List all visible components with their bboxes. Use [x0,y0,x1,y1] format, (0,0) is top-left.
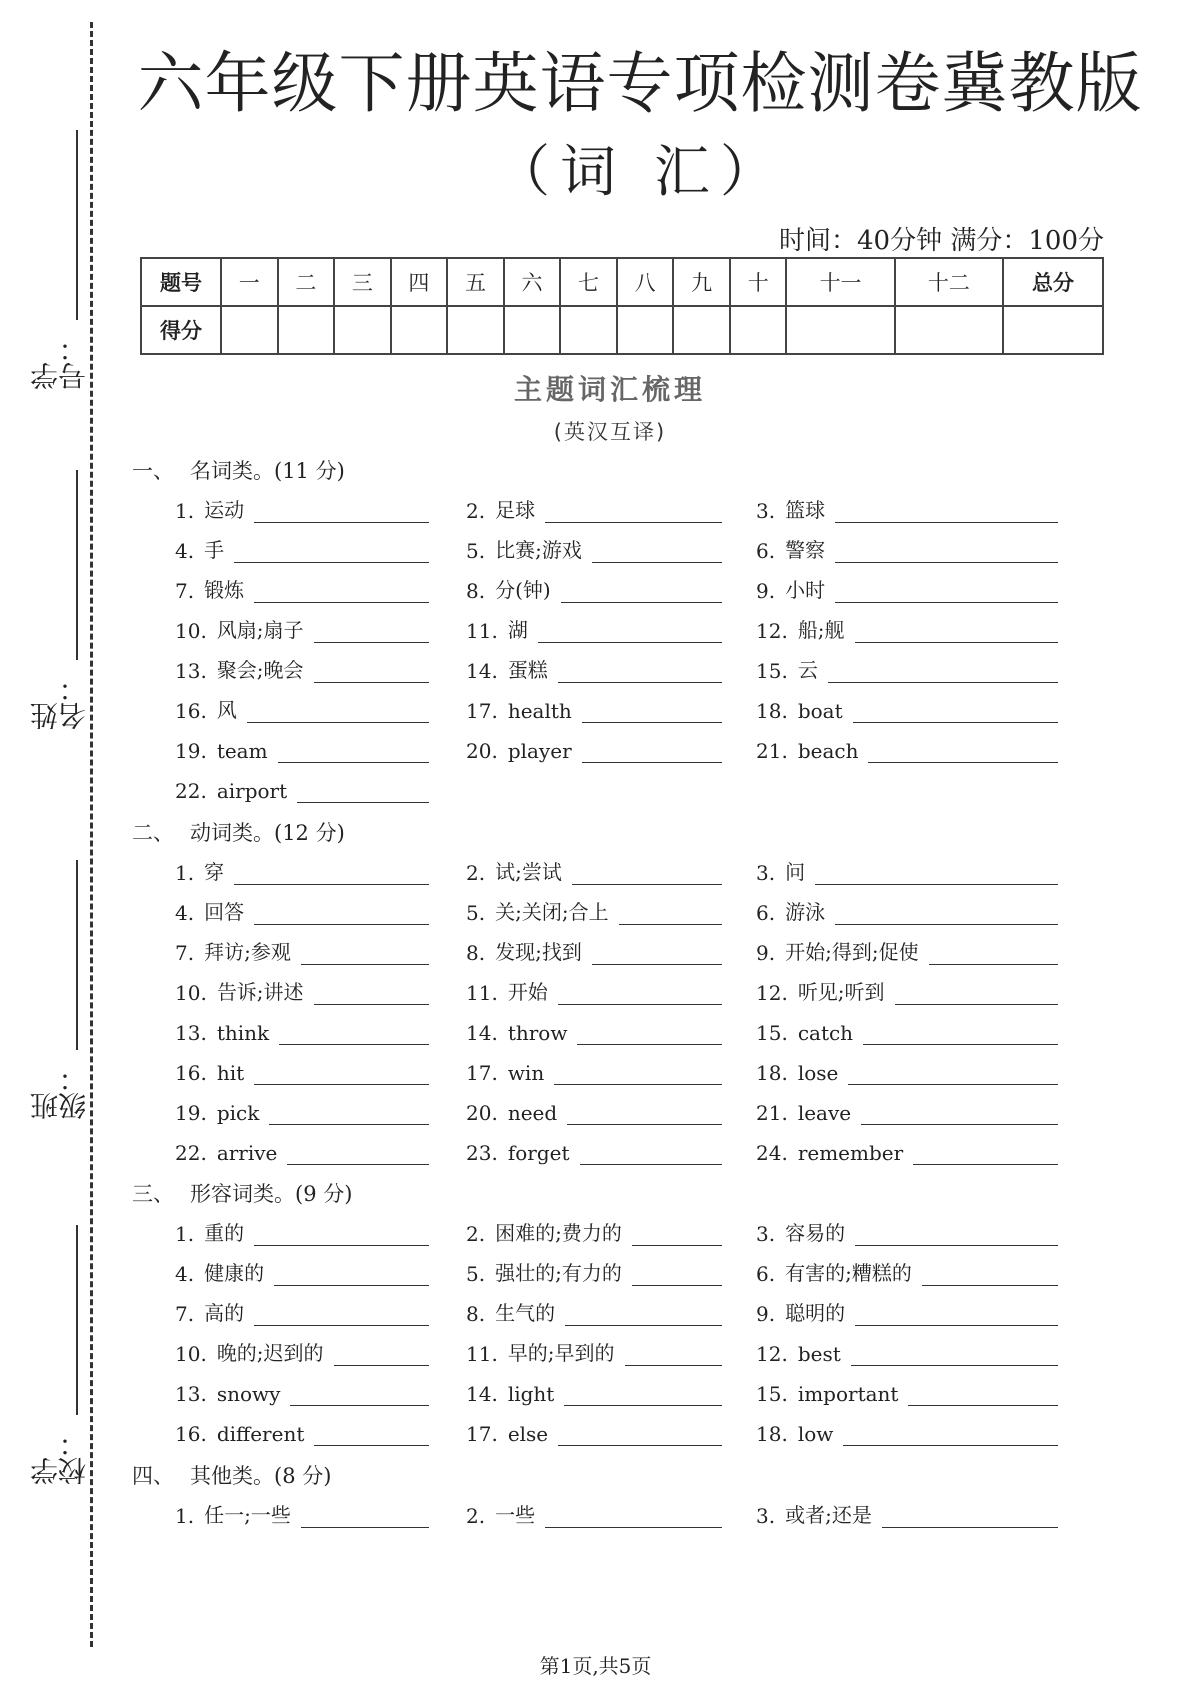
vocab-item: 21. beach [756,733,1058,763]
answer-blank[interactable] [861,1102,1058,1125]
class-field[interactable] [22,860,90,1120]
answer-blank[interactable] [301,1505,429,1528]
answer-blank[interactable] [913,1142,1058,1165]
vocab-item: 2. 足球 [466,493,722,523]
section-title: 主题词汇梳理 [513,373,706,406]
vocab-item: 3. 问 [756,855,1058,885]
answer-blank[interactable] [565,1303,722,1326]
column-header: 七 [560,258,617,306]
vocab-item: 10. 风扇;扇子 [175,613,429,643]
vocab-item: 20. need [466,1095,722,1125]
vocab-item: 21. leave [756,1095,1058,1125]
answer-blank[interactable] [580,1142,723,1165]
answer-blank[interactable] [545,1505,722,1528]
vocab-item: 9. 小时 [756,573,1058,603]
category-heading: 三、 形容词类。(9 分) [132,1182,353,1206]
score-label: 得分 [141,306,221,354]
vocab-item: 6. 有害的;糟糕的 [756,1256,1058,1286]
student-id-field[interactable] [22,130,90,390]
column-header: 一 [221,258,278,306]
vocab-item: 19. pick [175,1095,429,1125]
vocab-item: 11. 湖 [466,613,722,643]
answer-blank[interactable] [314,660,429,683]
answer-blank[interactable] [855,1303,1058,1326]
vocab-item: 3. 容易的 [756,1216,1058,1246]
vocab-item: 18. lose [756,1055,1058,1085]
student-id-label: 学号： [29,334,90,390]
score-table-score-row [141,306,1103,354]
vocab-item: 12. best [756,1336,1058,1366]
answer-blank[interactable] [314,1423,429,1446]
answer-blank[interactable] [592,540,722,563]
score-cell[interactable] [504,306,561,354]
vocab-item: 1. 重的 [175,1216,429,1246]
vocab-item: 19. team [175,733,429,763]
answer-blank[interactable] [247,700,429,723]
vocab-item: 15. 云 [756,653,1058,683]
vocab-item: 22. airport [175,773,429,803]
vocab-item: 5. 比赛;游戏 [466,533,722,563]
name-field[interactable] [22,470,90,730]
column-header: 五 [447,258,504,306]
answer-blank[interactable] [855,1223,1058,1246]
answer-blank[interactable] [922,1263,1058,1286]
column-header: 十 [730,258,787,306]
answer-blank[interactable] [835,540,1058,563]
answer-blank[interactable] [632,1263,722,1286]
vocab-item: 12. 船;舰 [756,613,1058,643]
answer-blank[interactable] [868,740,1058,763]
vocab-item: 7. 锻炼 [175,573,429,603]
vocab-item: 11. 早的;早到的 [466,1336,722,1366]
vocab-item: 17. win [466,1055,722,1085]
answer-blank[interactable] [853,700,1058,723]
vocab-item: 15. catch [756,1015,1058,1045]
question-number-label: 题号 [141,258,221,306]
vocab-item: 5. 强壮的;有力的 [466,1256,722,1286]
answer-blank[interactable] [274,1263,429,1286]
answer-blank[interactable] [561,580,722,603]
student-info-strip [22,0,90,1640]
vocab-item: 2. 困难的;费力的 [466,1216,722,1246]
answer-blank[interactable] [297,780,429,803]
vocab-item: 1. 穿 [175,855,429,885]
answer-blank[interactable] [254,580,429,603]
score-cell[interactable] [278,306,335,354]
answer-blank[interactable] [290,1383,429,1406]
vocab-item: 8. 发现;找到 [466,935,722,965]
total-score-label: 总分 [1003,258,1103,306]
answer-blank[interactable] [843,1423,1058,1446]
answer-blank[interactable] [545,500,722,523]
column-header: 八 [617,258,674,306]
category-heading: 四、 其他类。(8 分) [132,1464,332,1488]
answer-blank[interactable] [582,740,722,763]
answer-blank[interactable] [632,1223,722,1246]
column-header: 四 [391,258,448,306]
answer-blank[interactable] [835,902,1058,925]
column-header: 三 [334,258,391,306]
vocab-item: 6. 警察 [756,533,1058,563]
vocab-item: 8. 生气的 [466,1296,722,1326]
answer-blank[interactable] [254,1223,429,1246]
answer-blank[interactable] [254,1303,429,1326]
vocab-item: 13. think [175,1015,429,1045]
answer-blank[interactable] [895,982,1058,1005]
vocab-item: 8. 分(钟) [466,573,722,603]
category-heading: 二、 动词类。(12 分) [132,821,345,845]
vocab-item: 7. 拜访;参观 [175,935,429,965]
score-cell[interactable] [221,306,278,354]
column-header: 十一 [786,258,894,306]
vocab-item: 6. 游泳 [756,895,1058,925]
score-cell[interactable] [391,306,448,354]
score-cell[interactable] [560,306,617,354]
vocab-item: 18. boat [756,693,1058,723]
column-header: 九 [673,258,730,306]
answer-blank[interactable] [835,580,1058,603]
binding-dashed-line [90,22,93,1647]
answer-blank[interactable] [625,1343,722,1366]
answer-blank[interactable] [538,620,722,643]
score-cell[interactable] [334,306,391,354]
vocab-item: 24. remember [756,1135,1058,1165]
column-header: 六 [504,258,561,306]
vocab-item: 2. 一些 [466,1498,722,1528]
vocab-item: 10. 告诉;讲述 [175,975,429,1005]
page-subtitle: （词 汇） [494,140,786,205]
vocab-item: 4. 手 [175,533,429,563]
vocab-item: 3. 或者;还是 [756,1498,1058,1528]
score-cell[interactable] [447,306,504,354]
answer-blank[interactable] [301,942,429,965]
answer-blank[interactable] [234,540,429,563]
vocab-item: 14. 蛋糕 [466,653,722,683]
answer-blank[interactable] [558,660,722,683]
vocab-item: 13. 聚会;晚会 [175,653,429,683]
answer-blank[interactable] [567,1102,722,1125]
vocab-item: 23. forget [466,1135,722,1165]
answer-blank[interactable] [848,1062,1058,1085]
answer-blank[interactable] [835,500,1058,523]
time-info: 时间：40分钟 满分：100分 [779,226,1104,256]
vocab-item: 20. player [466,733,722,763]
vocab-item: 1. 运动 [175,493,429,523]
answer-blank[interactable] [908,1383,1058,1406]
answer-blank[interactable] [279,1022,429,1045]
vocab-item: 9. 开始;得到;促使 [756,935,1058,965]
vocab-item: 9. 聪明的 [756,1296,1058,1326]
vocab-item: 7. 高的 [175,1296,429,1326]
class-label: 班级： [29,1064,90,1120]
score-cell[interactable] [786,306,894,354]
page-title: 六年级下册英语专项检测卷冀教版 [137,45,1143,122]
section-subtitle: (英汉互译) [553,420,667,444]
answer-blank[interactable] [582,700,722,723]
vocab-item: 1. 任一;一些 [175,1498,429,1528]
answer-blank[interactable] [558,982,722,1005]
score-cell[interactable] [895,306,1003,354]
score-cell[interactable] [617,306,674,354]
answer-blank[interactable] [929,942,1058,965]
answer-blank[interactable] [254,902,429,925]
vocab-item: 4. 回答 [175,895,429,925]
vocab-item: 17. health [466,693,722,723]
vocab-item: 4. 健康的 [175,1256,429,1286]
answer-blank[interactable] [314,620,429,643]
vocab-item: 14. throw [466,1015,722,1045]
vocab-item: 16. hit [175,1055,429,1085]
vocab-item: 10. 晚的;迟到的 [175,1336,429,1366]
answer-blank[interactable] [828,660,1058,683]
column-header: 二 [278,258,335,306]
score-table-header-row [141,258,1103,306]
score-table [140,257,1104,355]
answer-blank[interactable] [278,740,429,763]
total-score-cell[interactable] [1003,306,1103,354]
answer-blank[interactable] [564,1383,722,1406]
vocab-item: 5. 关;关闭;合上 [466,895,722,925]
school-field[interactable] [22,1225,90,1485]
answer-blank[interactable] [851,1343,1058,1366]
answer-blank[interactable] [314,982,429,1005]
answer-blank[interactable] [554,1062,722,1085]
answer-blank[interactable] [863,1022,1058,1045]
vocab-item: 15. important [756,1376,1058,1406]
name-label: 姓名： [29,674,90,730]
answer-blank[interactable] [815,862,1058,885]
vocab-item: 12. 听见;听到 [756,975,1058,1005]
school-label: 学校： [29,1429,90,1485]
vocab-item: 18. low [756,1416,1058,1446]
answer-blank[interactable] [558,1423,722,1446]
answer-blank[interactable] [234,862,429,885]
answer-blank[interactable] [254,1062,429,1085]
answer-blank[interactable] [287,1142,429,1165]
answer-blank[interactable] [254,500,429,523]
answer-blank[interactable] [577,1022,722,1045]
answer-blank[interactable] [592,942,722,965]
answer-blank[interactable] [334,1343,429,1366]
vocab-item: 14. light [466,1376,722,1406]
score-cell[interactable] [673,306,730,354]
vocab-item: 3. 篮球 [756,493,1058,523]
answer-blank[interactable] [619,902,722,925]
vocab-item: 22. arrive [175,1135,429,1165]
column-header: 十二 [895,258,1003,306]
vocab-item: 13. snowy [175,1376,429,1406]
vocab-item: 2. 试;尝试 [466,855,722,885]
vocab-item: 11. 开始 [466,975,722,1005]
answer-blank[interactable] [855,620,1058,643]
vocab-item: 16. 风 [175,693,429,723]
vocab-item: 17. else [466,1416,722,1446]
category-heading: 一、 名词类。(11 分) [132,459,345,483]
answer-blank[interactable] [882,1505,1058,1528]
answer-blank[interactable] [572,862,722,885]
page-footer: 第1页,共5页 [539,1654,652,1678]
vocab-item: 16. different [175,1416,429,1446]
answer-blank[interactable] [269,1102,429,1125]
score-cell[interactable] [730,306,787,354]
